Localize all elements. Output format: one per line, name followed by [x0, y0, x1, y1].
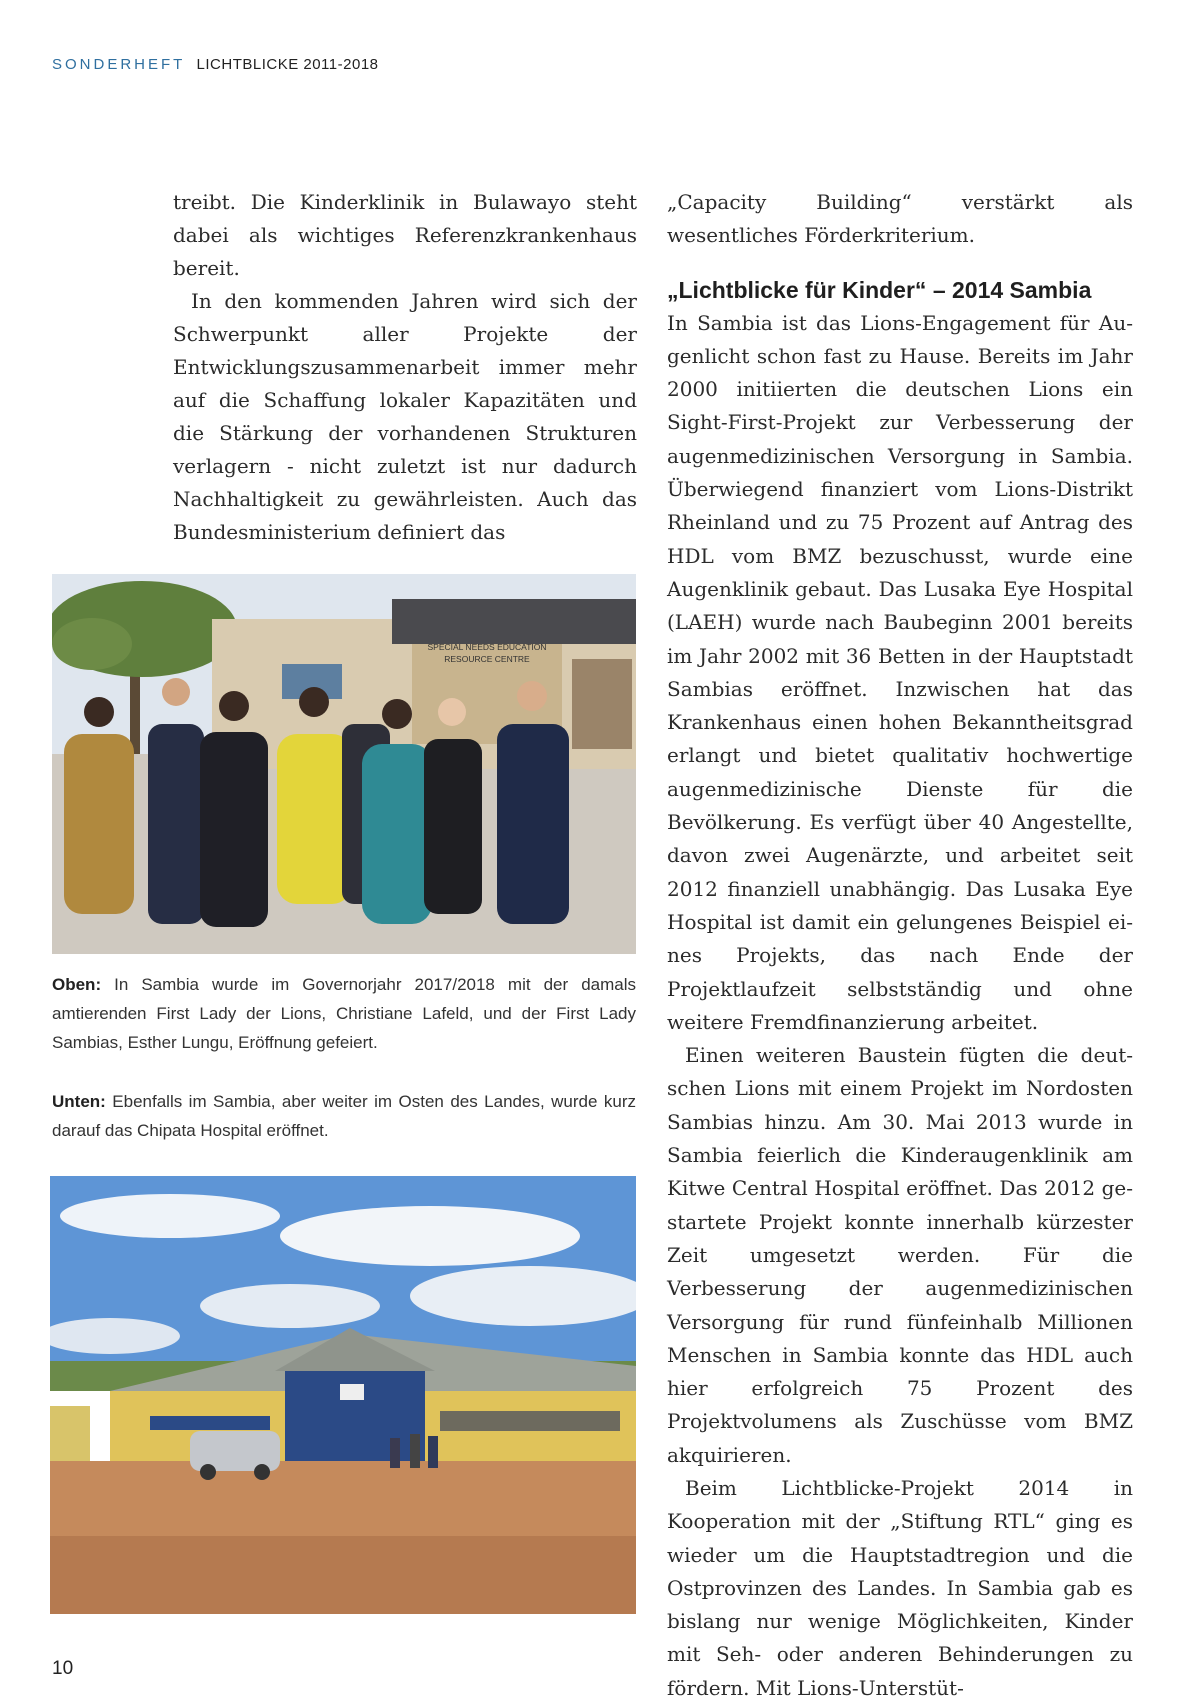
right-column-text — [667, 186, 1133, 1705]
left-paragraph-1: treibt. Die Kinderklinik in Bulawayo steht dabei als wichtiges Referenzkrankenhaus bereit. — [173, 190, 637, 280]
caption-bottom-label: Unten: — [52, 1092, 106, 1111]
building-sign-line-1: SPECIAL NEEDS EDUCATION — [427, 642, 547, 652]
running-header — [52, 56, 379, 73]
building-sign-line-2: RESOURCE CENTRE — [444, 654, 530, 664]
right-paragraph-2: Einen weiteren Baustein fügten die deutschen Lions mit einem Projekt im Nordosten Sambias hinzu. Am 30. Mai 2013 wurde in Sambia feierlich die Kinderaugenklinik am Kitwe Central Hospital eröffnet. Das 2012 gestartete Projekt konnte innerhalb kürzester Zeit umgesetzt werden. Für die Verbesserung der augenmedizinischen Versorgung für rund fünfeinhalb Millionen Menschen in Sambia konnte das HDL auch hier erfolgreich 75 Prozent des Projektvolumens als Zuschüsse vom BMZ akquirieren. — [667, 1043, 1133, 1467]
header-title: LICHTBLICKE 2011-2018 — [196, 56, 379, 73]
group-photo — [52, 574, 636, 954]
right-paragraph-1: In Sambia ist das Lions-Engagement für Augenlicht schon fast zu Hause. Bereits im Jahr 2000 initiierten die deutschen Lions ein Sight-First-Projekt zur Verbesserung der augenmedizinischen Versorgung in Sambia. Überwiegend finanziert vom Lions-Distrikt Rheinland und zu 75 Prozent auf Antrag des HDL vom BMZ bezuschusst, wurde eine Augenklinik gebaut. Das Lusaka Eye Hospital (LAEH) wurde nach Baubeginn 2001 bereits im Jahr 2002 mit 36 Betten in der Hauptstadt Sambias eröffnet. Inzwischen hat das Krankenhaus einen hohen Bekanntheitsgrad erlangt und bietet qualitativ hochwertige augenmedizinische Dienste für die Bevölkerung. Es verfügt über 40 Angestellte, davon zwei Augenärzte, und arbeitet seit 2012 finanziell unabhängig. Das Lusaka Eye Hospital ist damit ein gelungenes Beispiel eines Projekts, das nach Ende der Projektlaufzeit selbstständig und ohne weitere Fremdfinanzierung arbeitet. — [667, 310, 1133, 1034]
right-paragraph-3: Beim Lichtblicke-Projekt 2014 in Kooperation mit der „Stiftung RTL“ ging es wieder um die Hauptstadtregion und die Ostprovinzen des Landes. In Sambia gab es bislang nur wenige Möglichkeiten, Kinder mit Seh- oder anderen Behinderungen zu fördern. Mit Lions-Unterstüt- — [667, 1475, 1133, 1700]
caption-top-text: In Sambia wurde im Governorjahr 2017/2018 mit der damals amtierenden First Lady der Lions, Christiane Lafeld, und der First Lady Sambias, Esther Lungu, Eröffnung gefeiert. — [52, 975, 636, 1052]
caption-top — [52, 970, 636, 1057]
left-paragraph-2: In den kommenden Jahren wird sich der Schwerpunkt aller Projekte der Entwicklungszusammenarbeit immer mehr auf die Schaffung lokaler Kapazitäten und die Stärkung der vorhandenen Strukturen verlagern - nicht zuletzt ist nur dadurch Nachhaltigkeit zu gewährleisten. Auch das Bundesministerium definiert das — [173, 289, 637, 544]
left-column-text — [173, 186, 637, 549]
caption-bottom — [52, 1087, 636, 1145]
page-number: 10 — [52, 1658, 74, 1679]
caption-top-label: Oben: — [52, 975, 102, 994]
right-paragraph-0: „Capacity Building“ verstärkt als wesentliches Förderkriterium. — [667, 190, 1133, 248]
hospital-photo — [50, 1176, 636, 1614]
header-section: SONDERHEFT — [52, 56, 186, 73]
caption-bottom-text: Ebenfalls im Sambia, aber weiter im Osten des Landes, wurde kurz darauf das Chipata Hospital eröffnet. — [52, 1092, 636, 1140]
section-heading: „Lichtblicke für Kinder“ – 2014 Sambia — [667, 276, 1092, 303]
